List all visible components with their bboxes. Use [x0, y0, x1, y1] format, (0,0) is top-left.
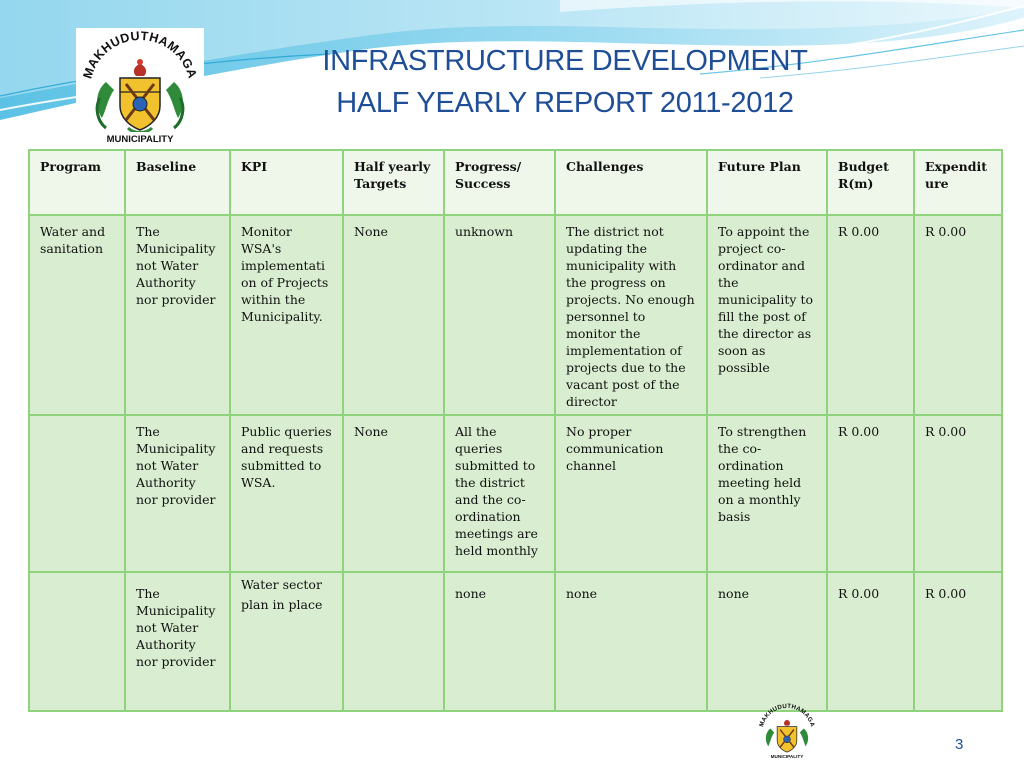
logo-banner-text: MUNICIPALITY [106, 134, 174, 145]
logo-small-arc-text: MAKHUDUTHAMAGA [758, 702, 816, 728]
cell-expenditure: R 0.00 [914, 415, 1002, 572]
municipality-logo [76, 28, 204, 146]
header-half-yearly-targets: Half yearly Targets [343, 150, 444, 215]
cell-targets: None [343, 215, 444, 415]
header-future-plan: Future Plan [707, 150, 827, 215]
header-expenditure: Expendit ure [914, 150, 1002, 215]
cell-challenges: No proper communication channel [555, 415, 707, 572]
cell-program [29, 572, 125, 711]
cell-progress: none [444, 572, 555, 711]
cell-challenges: none [555, 572, 707, 711]
cell-kpi: Water sector plan in place [230, 572, 343, 711]
header-progress-success: Progress/ Success [444, 150, 555, 215]
cell-kpi: Monitor WSA's implementati on of Projects within the Municipality. [230, 215, 343, 415]
cell-baseline: The Municipality not Water Authority nor provider [125, 415, 230, 572]
municipality-logo-small [752, 702, 822, 760]
cell-targets: None [343, 415, 444, 572]
header-challenges: Challenges [555, 150, 707, 215]
cell-future-plan: To appoint the project co- ordinator and the municipality to fill the post of the director as soon as possible [707, 215, 827, 415]
cell-budget: R 0.00 [827, 215, 914, 415]
page-number: 3 [955, 736, 964, 753]
cell-progress: unknown [444, 215, 555, 415]
cell-challenges: The district not updating the municipality with the progress on projects. No enough personnel to monitor the implementation of projects due to the vacant post of the director [555, 215, 707, 415]
cell-expenditure: R 0.00 [914, 215, 1002, 415]
cell-baseline: The Municipality not Water Authority nor provider [125, 215, 230, 415]
logo-small-banner-text: MUNICIPALITY [770, 754, 804, 760]
header-program: Program [29, 150, 125, 215]
table-row [29, 572, 1002, 711]
cell-budget: R 0.00 [827, 415, 914, 572]
page-title [300, 40, 830, 124]
header-kpi: KPI [230, 150, 343, 215]
report-table [28, 149, 1003, 712]
header-baseline: Baseline [125, 150, 230, 215]
cell-targets [343, 572, 444, 711]
table-row [29, 415, 1002, 572]
header-budget: Budget R(m) [827, 150, 914, 215]
cell-budget: R 0.00 [827, 572, 914, 711]
cell-progress: All the queries submitted to the district and the co- ordination meetings are held monthly [444, 415, 555, 572]
cell-baseline: The Municipality not Water Authority nor provider [125, 572, 230, 711]
logo-arc-text: MAKHUDUTHAMAGA [80, 28, 200, 81]
cell-kpi: Public queries and requests submitted to WSA. [230, 415, 343, 572]
cell-program [29, 415, 125, 572]
table-header-row [29, 150, 1002, 215]
cell-future-plan: none [707, 572, 827, 711]
cell-future-plan: To strengthen the co- ordination meeting held on a monthly basis [707, 415, 827, 572]
cell-program: Water and sanitation [29, 215, 125, 415]
cell-expenditure: R 0.00 [914, 572, 1002, 711]
title-line-2: HALF YEARLY REPORT 2011-2012 [336, 87, 794, 119]
title-line-1: INFRASTRUCTURE DEVELOPMENT [322, 45, 808, 77]
table-row [29, 215, 1002, 415]
